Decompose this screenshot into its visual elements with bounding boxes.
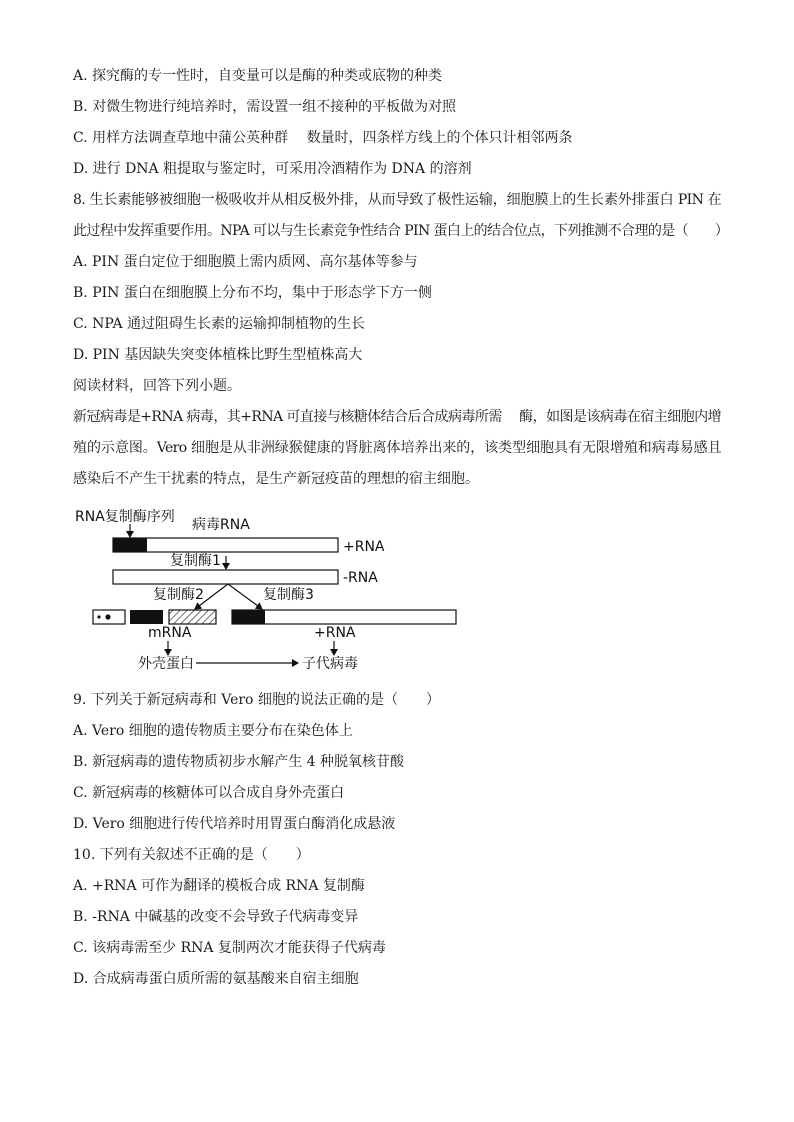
lower-text-block bbox=[73, 685, 721, 995]
q7-option-b: B. 对微生物进行纯培养时，需设置一组不接种的平板做为对照 bbox=[73, 99, 457, 115]
large-dot bbox=[105, 614, 110, 619]
q8-option-b: B. PIN 蛋白在细胞膜上分布不均，集中于形态学下方一侧 bbox=[73, 285, 432, 301]
material-paragraph-line-3: 感染后不产生干扰素的特点，是生产新冠疫苗的理想的宿主细胞。 bbox=[73, 471, 479, 487]
label-replicase-2: 复制酶2 bbox=[153, 587, 204, 603]
label-coat-protein: 外壳蛋白 bbox=[138, 656, 194, 672]
q9-stem: 9. 下列关于新冠病毒和 Vero 细胞的说法正确的是（ ） bbox=[73, 692, 440, 708]
q10-option-a: A. +RNA 可作为翻译的模板合成 RNA 复制酶 bbox=[73, 878, 365, 894]
label-progeny-virus: 子代病毒 bbox=[302, 656, 358, 672]
material-paragraph-line-2: 殖的示意图。Vero 细胞是从非洲绿猴健康的肾脏离体培养出来的，该类型细胞具有无限增殖和病毒易感且 bbox=[73, 440, 721, 456]
q7-option-d: D. 进行 DNA 粗提取与鉴定时，可采用冷酒精作为 DNA 的溶剂 bbox=[73, 161, 472, 177]
label-minus-rna: -RNA bbox=[343, 570, 378, 586]
label-mrna: mRNA bbox=[148, 625, 192, 641]
q9-option-a: A. Vero 细胞的遗传物质主要分布在染色体上 bbox=[73, 723, 353, 739]
label-rna-replicase-sequence: RNA复制酶序列 bbox=[75, 509, 175, 525]
q10-stem: 10. 下列有关叙述不正确的是（ ） bbox=[73, 847, 310, 863]
arrow-replicase-3 bbox=[228, 584, 262, 609]
q10-option-b: B. -RNA 中碱基的改变不会导致子代病毒变异 bbox=[73, 909, 359, 925]
q8-option-c: C. NPA 通过阻碍生长素的运输抑制植物的生长 bbox=[73, 316, 366, 332]
label-viral-rna: 病毒RNA bbox=[192, 517, 250, 533]
q9-option-b: B. 新冠病毒的遗传物质初步水解产生 4 种脱氧核苷酸 bbox=[73, 754, 404, 770]
minus-rna-strand bbox=[113, 570, 338, 584]
label-plus-rna-bottom: +RNA bbox=[314, 625, 356, 641]
q8-option-a: A. PIN 蛋白定位于细胞膜上需内质网、高尔基体等参与 bbox=[73, 254, 418, 270]
q9-option-d: D. Vero 细胞进行传代培养时用胃蛋白酶消化成悬液 bbox=[73, 816, 396, 832]
q10-option-d: D. 合成病毒蛋白质所需的氨基酸来自宿主细胞 bbox=[73, 971, 359, 987]
q8-stem-line-2: 此过程中发挥重要作用。NPA 可以与生长素竞争性结合 PIN 蛋白上的结合位点，下列推测不合理的是（ ） bbox=[73, 223, 729, 239]
q10-option-c: C. 该病毒需至少 RNA 复制两次才能获得子代病毒 bbox=[73, 940, 386, 956]
black-mrna-segment bbox=[130, 610, 163, 624]
label-replicase-1: 复制酶1 bbox=[170, 553, 221, 569]
material-intro: 阅读材料，回答下列小题。 bbox=[73, 378, 241, 394]
progeny-plus-rna-strand bbox=[232, 610, 456, 624]
material-paragraph-line-1: 新冠病毒是+RNA 病毒，其+RNA 可直接与核糖体结合后合成病毒所需 酶，如图是该病毒在宿主细胞内增 bbox=[73, 409, 721, 425]
label-replicase-3: 复制酶3 bbox=[263, 587, 314, 603]
upper-text-block bbox=[73, 61, 729, 495]
q8-stem-line-1: 8. 生长素能够被细胞一极吸收并从相反极外排，从而导致了极性运输，细胞膜上的生长素外排蛋白 PIN 在 bbox=[73, 192, 721, 208]
hatched-mrna-segment bbox=[169, 610, 216, 624]
q9-option-c: C. 新冠病毒的核糖体可以合成自身外壳蛋白 bbox=[73, 785, 345, 801]
label-plus-rna-top: +RNA bbox=[343, 539, 385, 555]
q7-option-a: A. 探究酶的专一性时，自变量可以是酶的种类或底物的种类 bbox=[73, 68, 443, 84]
progeny-replicase-sequence-segment bbox=[232, 610, 265, 624]
q8-option-d: D. PIN 基因缺失突变体植株比野生型植株高大 bbox=[73, 347, 363, 363]
virus-replication-diagram bbox=[0, 500, 794, 680]
q7-option-c: C. 用样方法调查草地中蒲公英种群 数量时，四条样方线上的个体只计相邻两条 bbox=[73, 130, 573, 146]
small-dot bbox=[97, 615, 100, 618]
replicase-sequence-segment bbox=[113, 538, 147, 552]
